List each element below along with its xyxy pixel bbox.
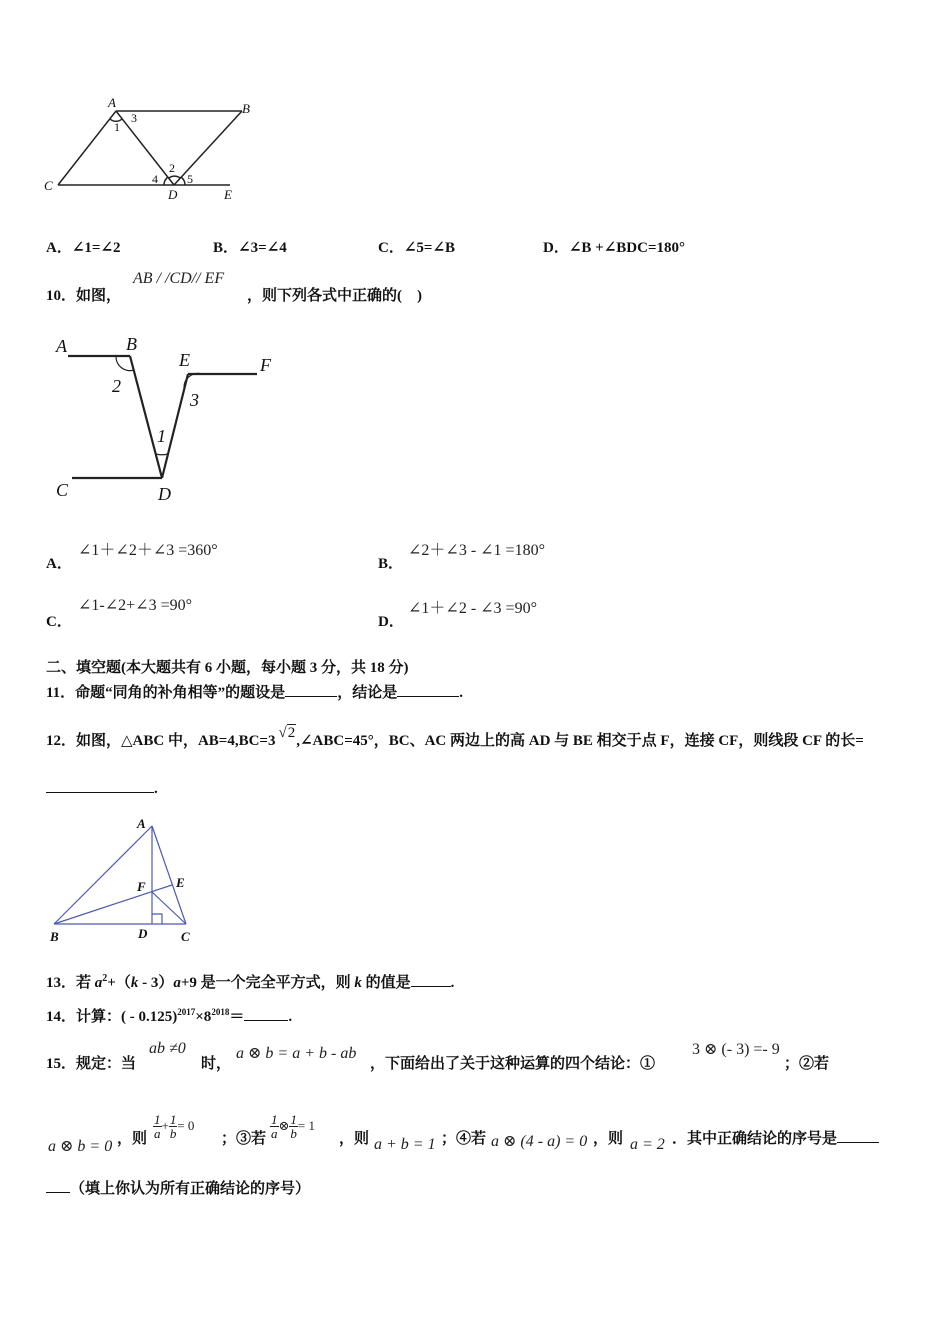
q9-option-d[interactable]: D．∠B +∠BDC=180° <box>543 240 685 256</box>
q15-math-4result: a = 2 <box>630 1136 665 1153</box>
angle-label-1: 1 <box>157 426 166 446</box>
label-C: C <box>181 929 190 944</box>
figure-q12-triangle <box>40 814 200 946</box>
q10-option-a-expr: ∠1＋∠2＋∠3 =360° <box>78 542 218 559</box>
q15-text-c: ，下面给出了关于这种运算的四个结论：① <box>370 1056 656 1072</box>
label-E: E <box>176 875 185 890</box>
q15-math-1: 3 ⊗ (- 3) =- 9 <box>692 1041 780 1058</box>
q10-option-d-expr: ∠1＋∠2 - ∠3 =90° <box>408 600 537 617</box>
q14: 14．计算：( - $0.125)^{2017}\times 8^{2018}=$ . <box>46 1007 293 1025</box>
q15-math-2cond: a ⊗ b = 0 <box>48 1138 113 1155</box>
label-C: C <box>44 178 53 193</box>
q15-math-cond: ab ≠0 <box>149 1040 186 1057</box>
label-E: E <box>179 350 190 370</box>
angle-arc-5 <box>181 177 185 185</box>
angle-label-2: 2 <box>169 161 175 175</box>
q15-text-k: ．其中正确结论的序号是 <box>672 1127 879 1148</box>
angle-label-2: 2 <box>112 376 121 396</box>
q12-blank[interactable] <box>46 778 154 793</box>
q13: 13．若 $a^2+(k - 3)a+9$ 是一个完全平方式，则 k 的值是 . <box>46 973 455 991</box>
label-A: A <box>108 95 116 110</box>
q9-option-c[interactable]: C．∠5=∠B <box>378 240 456 256</box>
q13-blank[interactable] <box>411 972 451 987</box>
q15-text-h: ，则 <box>339 1131 370 1147</box>
angle-label-5: 5 <box>187 172 193 186</box>
angle-arc-2 <box>169 176 180 178</box>
q10-option-c-key[interactable]: C． <box>46 614 72 630</box>
q15-math-3result: a + b = 1 <box>374 1136 436 1153</box>
label-D: D <box>158 484 171 504</box>
q10-option-b-key[interactable]: B． <box>378 556 404 572</box>
figure-q10-parallel-lines <box>50 330 290 505</box>
q10-option-a-key[interactable]: A． <box>46 556 72 572</box>
label-F: F <box>260 355 271 375</box>
label-C: C <box>56 480 69 500</box>
label-D: D <box>168 187 178 202</box>
q15-text-g: ；③若 <box>221 1131 267 1147</box>
q15-text-d: ；②若 <box>784 1056 830 1072</box>
q11: 11．命题“同角的补角相等”的题设是 ，结论是 . <box>46 681 463 702</box>
q15-math-def: a ⊗ b = a + b - ab <box>236 1045 357 1062</box>
q15-math-2result: $\frac{1}{a}$ + $\frac{1}{b}$ = 0 <box>154 1112 195 1141</box>
q15-math-4cond: a ⊗ (4 - a) = 0 <box>491 1133 588 1150</box>
angle-arc-4 <box>164 177 168 185</box>
angle-arc-1 <box>156 454 168 455</box>
angle-label-1: 1 <box>114 120 120 134</box>
q10-option-b-expr: ∠2＋∠3 - ∠1 =180° <box>408 542 545 559</box>
q14-blank[interactable] <box>244 1006 288 1021</box>
line-AD <box>116 111 174 185</box>
q11-blank-1[interactable] <box>285 682 337 697</box>
q12-stem: 12．如图，△ABC 中，AB=4,BC=3 √2,∠ABC=45°，BC、AC 两边上的高 AD 与 BE 相交于点 F，连接 CF，则线段 CF 的长= <box>46 725 864 749</box>
label-A: A <box>56 336 67 356</box>
q15-text-a: 15．规定：当 <box>46 1056 137 1072</box>
q15-text-b: 时， <box>201 1056 232 1072</box>
label-B: B <box>50 929 59 944</box>
section-title: 二、填空题(本大题共有 6 小题，每小题 3 分，共 18 分) <box>46 660 409 676</box>
angle-label-4: 4 <box>152 172 158 186</box>
q15-blank-1[interactable] <box>837 1128 879 1143</box>
q15-text-e: ，则 <box>117 1131 148 1147</box>
label-B: B <box>126 334 137 354</box>
label-D: D <box>138 926 148 941</box>
figure-parallelogram <box>40 95 265 205</box>
right-angle-mark <box>152 914 162 924</box>
q10-option-c-expr: ∠1-∠2+∠3 =90° <box>78 597 192 614</box>
q15-text-i: ；④若 <box>441 1131 487 1147</box>
q10-prefix: 10．如图， <box>46 288 122 304</box>
q15-tail: （填上你认为所有正确结论的序号） <box>46 1177 310 1198</box>
q12-answer: . <box>46 778 158 798</box>
q15-text-j: ，则 <box>593 1131 624 1147</box>
label-B: B <box>242 101 250 116</box>
q15-blank-2[interactable] <box>46 1178 70 1193</box>
label-E: E <box>224 187 232 202</box>
side-AB <box>54 826 152 924</box>
label-A: A <box>137 816 146 831</box>
q10-option-d-key[interactable]: D． <box>378 614 404 630</box>
q9-option-a[interactable]: A．∠1=∠2 <box>46 240 121 256</box>
q10-condition: AB / /CD// EF <box>133 270 225 287</box>
q10-suffix: ，则下列各式中正确的( ) <box>247 288 422 304</box>
q9-option-b[interactable]: B．∠3=∠4 <box>213 240 287 256</box>
sqrt-symbol: √2 <box>278 725 296 741</box>
label-F: F <box>137 879 146 894</box>
q15-math-3cond: $\frac{1}{a}$ ⊗ $\frac{1}{b}$ = 1 <box>271 1112 315 1141</box>
altitude-BE <box>54 885 172 924</box>
line-BD <box>130 356 162 478</box>
angle-label-3: 3 <box>131 111 137 125</box>
angle-label-3: 3 <box>190 390 199 410</box>
line-CA <box>58 111 116 185</box>
q11-blank-2[interactable] <box>397 682 459 697</box>
line-DB <box>174 111 242 185</box>
